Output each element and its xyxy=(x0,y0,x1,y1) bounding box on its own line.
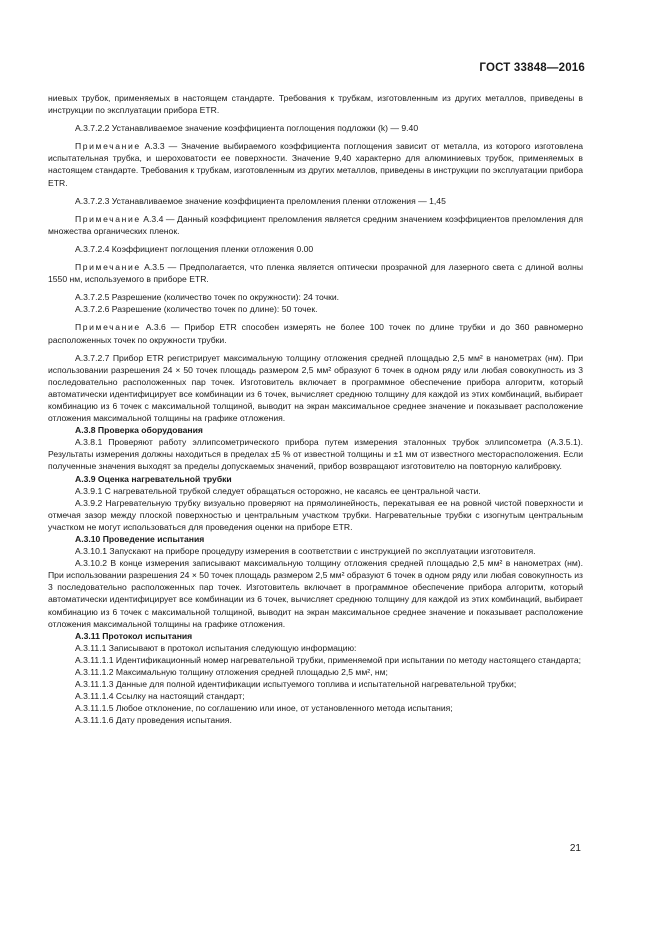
paragraph-text: А.3.11.1.4 Ссылку на настоящий стандарт; xyxy=(75,691,245,702)
paragraph-text: А.3.7.2.4 Коэффициент поглощения пленки отложения 0.00 xyxy=(75,243,314,254)
paragraph-text: А.3.7.2.2 Устанавливаемое значение коэффициента поглощения подложки (k) — 9.40 xyxy=(75,123,419,134)
body-paragraph xyxy=(48,291,583,303)
paragraph-text: А.3.10.1 Запускают на приборе процедуру измерения в соответствии с инструкцией по эксплуатации изготовителя. xyxy=(75,546,536,557)
body-paragraph xyxy=(48,666,583,678)
note-paragraph xyxy=(48,213,583,237)
note-label: Примечание xyxy=(75,322,141,333)
note-paragraph xyxy=(48,321,583,345)
body-paragraph xyxy=(48,690,583,702)
paragraph-text: А.3.11.1.1 Идентификационный номер нагревательной трубки, применяемой при испытании по методу настоящего стандарта; xyxy=(75,654,582,665)
paragraph-text: А.3.9.2 Нагревательную трубку визуально проверяют на прямолинейность, перекатывая ее на ровной чистой поверхности и отмечая зазор между плоской поверхностью и центральным участком трубки. Нагревательные трубки с изогнутым центральным участком не могут использоваться для проведения оценки на приборе ETR. xyxy=(48,497,583,532)
body-paragraph xyxy=(48,557,583,630)
paragraph-text: А.3.11.1.5 Любое отклонение, по соглашению или иное, от установленного метода испытания; xyxy=(75,703,453,714)
paragraph-text: А.3.7.2.6 Разрешение (количество точек по длине): 50 точек. xyxy=(75,304,318,315)
note-paragraph xyxy=(48,261,583,285)
paragraph-text: А.3.5 — Предполагается, что пленка является оптически прозрачной для лазерного света с длиной волны 1550 нм, используемого в приборе ETR. xyxy=(48,262,583,285)
body-paragraph xyxy=(48,485,583,497)
body-paragraph xyxy=(48,654,583,666)
section-heading xyxy=(48,424,583,436)
paragraph-text: А.3.6 — Прибор ETR способен измерять не более 100 точек по длине трубки и до 360 равномерно расположенных точек по окружности трубки. xyxy=(48,322,583,345)
page-number: 21 xyxy=(569,843,581,854)
paragraph-text: А.3.9.1 С нагревательной трубкой следует обращаться осторожно, не касаясь ее центральной части. xyxy=(75,485,481,496)
body-paragraph xyxy=(48,642,583,654)
body-paragraph xyxy=(48,714,583,726)
body-paragraph xyxy=(48,243,583,255)
body-paragraph xyxy=(48,702,583,714)
body-paragraph xyxy=(48,92,583,116)
paragraph-text: А.3.8.1 Проверяют работу эллипсометрического прибора путем измерения эталонных трубок эллипсометра (А.3.5.1). Результаты измерения должны находиться в пределах ±5 % от известной толщины и ±1 мм от известного месторасположения. Если полученные значения выходят за пределы допускаемых значений, прибор возвращают изготовителю на повторную калибровку. xyxy=(48,437,583,472)
section-heading xyxy=(48,473,583,485)
paragraph-text: А.3.11.1 Записывают в протокол испытания следующую информацию: xyxy=(75,642,357,653)
body-paragraph xyxy=(48,352,583,425)
body-paragraph xyxy=(48,678,583,690)
section-heading-text: А.3.11 Протокол испытания xyxy=(75,630,193,641)
paragraph-text: А.3.11.1.3 Данные для полной идентификации испытуемого топлива и испытательной нагревательной трубки; xyxy=(75,679,517,690)
body-paragraph xyxy=(48,545,583,557)
section-heading xyxy=(48,630,583,642)
section-heading xyxy=(48,533,583,545)
paragraph-text: А.3.7.2.5 Разрешение (количество точек по окружности): 24 точки. xyxy=(75,292,340,303)
paragraph-text: А.3.3 — Значение выбираемого коэффициента поглощения зависит от металла, из которого изготовлена испытательная трубка, и шероховатости ее поверхности. Значение 9,40 характерно для алюминиевых трубок, применяемых в настоящем стандарте. Требования к трубкам, изготовленным из других металлов, приведены в инструкции по эксплуатации прибора ETR. xyxy=(48,141,583,188)
paragraph-text: А.3.4 — Данный коэффициент преломления является средним значением коэффициентов преломления для множества органических пленок. xyxy=(48,213,583,236)
body-paragraph xyxy=(48,436,583,472)
body-paragraph xyxy=(48,497,583,533)
note-paragraph xyxy=(48,140,583,188)
note-label: Примечание xyxy=(75,262,141,273)
note-label: Примечание xyxy=(75,141,141,152)
section-heading-text: А.3.9 Оценка нагревательной трубки xyxy=(75,473,232,484)
body-paragraph xyxy=(48,195,583,207)
body-paragraph xyxy=(48,122,583,134)
paragraph-text: А.3.11.1.6 Дату проведения испытания. xyxy=(75,715,232,726)
section-heading-text: А.3.8 Проверка оборудования xyxy=(75,425,203,436)
note-label: Примечание xyxy=(75,213,141,224)
paragraph-text: А.3.11.1.2 Максимальную толщину отложения средней площадью 2,5 мм², нм; xyxy=(75,667,388,678)
section-heading-text: А.3.10 Проведение испытания xyxy=(75,534,205,544)
document-id: ГОСТ 33848—2016 xyxy=(479,62,585,74)
paragraph-text: А.3.10.2 В конце измерения записывают максимальную толщину отложения средней площадью 2,5 мм² в нанометрах (нм). При использовании разрешения 24 × 50 точек площадь размером 2,5 мм² образуют 6 точек в одном ряду или любая совокупность из 3 последовательно расположенных пар точек. Изготовитель включает в программное обеспечение прибора алгоритм, который автоматически идентифицирует все комбинации из 6 точек, вычисляет среднюю толщину для каждой из этих комбинаций, выбирает комбинацию из 6 точек с максимальной толщиной, выводит на экран максимальное среднее значение и показывает расположение отложения максимальной толщины на графике отложения. xyxy=(48,558,583,629)
document-body xyxy=(48,92,583,727)
paragraph-text: А.3.7.2.7 Прибор ETR регистрирует максимальную толщину отложения средней площадью 2,5 мм² в нанометрах (нм). При использовании разрешения 24 × 50 точек площадь размером 2,5 мм² образуют 6 точек в одном ряду или любая совокупность из 3 последовательно расположенных пар точек. Изготовитель включает в программное обеспечение прибора алгоритм, который автоматически идентифицирует все комбинации из 6 точек, вычисляет среднюю толщину для каждой из этих комбинаций, выбирает комбинацию из 6 точек с максимальной толщиной, выводит на экран максимальное среднее значение и показывает расположение отложения максимальной толщины на графике отложения. xyxy=(48,352,583,424)
body-paragraph xyxy=(48,303,583,315)
paragraph-text: А.3.7.2.3 Устанавливаемое значение коэффициента преломления пленки отложения — 1,45 xyxy=(75,195,446,206)
paragraph-text: ниевых трубок, применяемых в настоящем стандарте. Требования к трубкам, изготовленным из других металлов, приведены в инструкции по эксплуатации прибора ETR. xyxy=(48,93,583,116)
